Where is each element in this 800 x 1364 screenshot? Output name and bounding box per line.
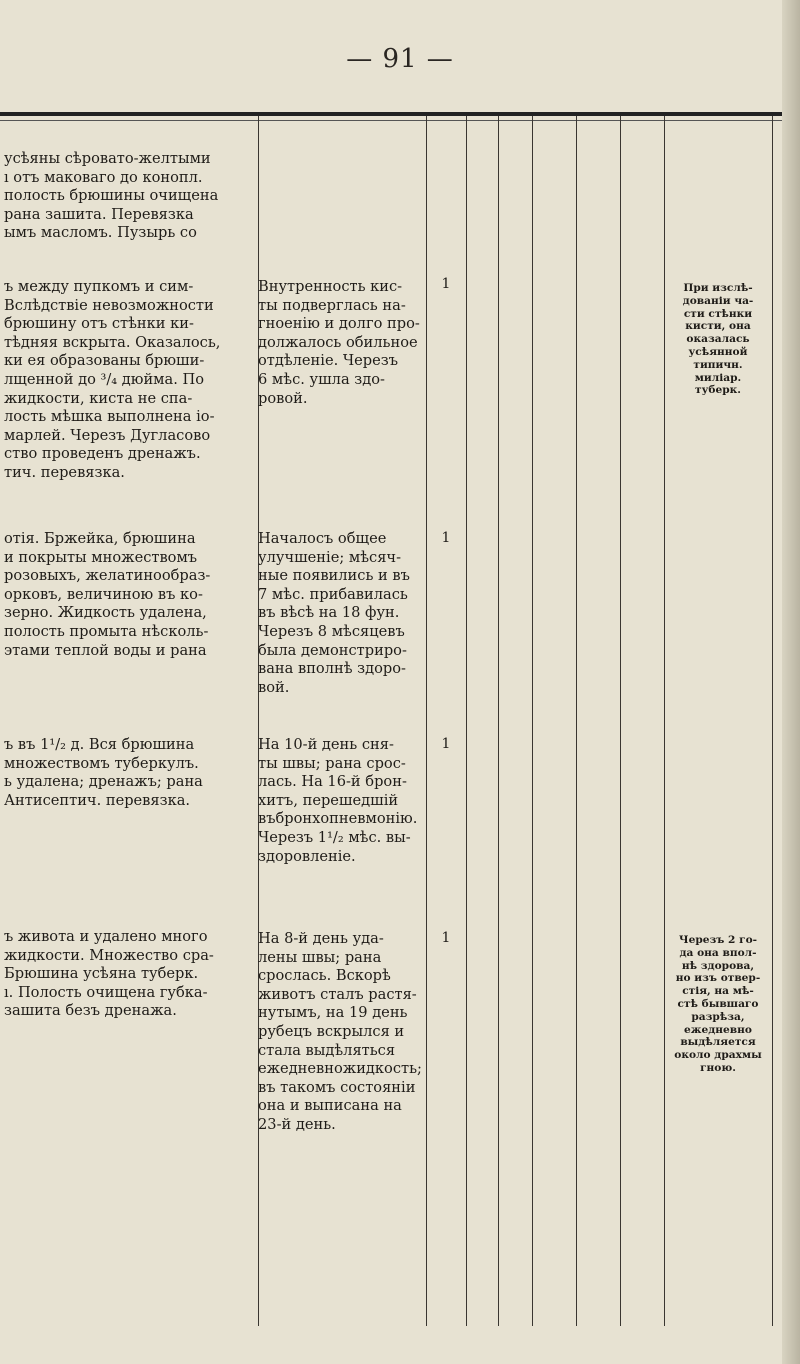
case-description-2: отія. Бржейка, брюшина и покрыты множествомъ розовыхъ, желатинообраз- орковъ, величиною въ ко- зерно. Жидкость удалена, полость промыта нѣсколь- этами теплой воды и рана — [4, 530, 211, 659]
column-divider — [620, 116, 621, 1326]
column-divider — [426, 116, 427, 1326]
case-description-4: ъ живота и удалено много жидкости. Множество сра- Брюшина усѣяна туберк. ı. Полость очищена губка- зашита безъ дренажа. — [4, 928, 214, 1020]
column-divider — [576, 116, 577, 1326]
case-outcome-2: Началосъ общее улучшеніе; мѣсяч- ные появились и въ 7 мѣс. прибавилась въ вѣсѣ на 18 фун. Черезъ 8 мѣсяцевъ была демонстриро- вана вполнѣ здоро- вой. — [258, 530, 410, 696]
case-count-2: 1 — [441, 530, 451, 546]
case-count-3: 1 — [441, 736, 451, 752]
case-count-4: 1 — [441, 930, 451, 946]
column-divider — [466, 116, 467, 1326]
case-outcome-3: На 10-й день сня- ты швы; рана срос- лась. На 16-й брон- хитъ, перешедшій въбронхопневмонію. Черезъ 1¹/₂ мѣс. вы- здоровленіе. — [258, 736, 418, 865]
case-outcome-1: Внутренность кис- ты подверглась на- гноенію и долго про- должалось обильное отдѣленіе. Черезъ 6 мѣс. ушла здо- ровой. — [258, 278, 420, 407]
column-divider — [498, 116, 499, 1326]
case-description-0: усѣяны сѣровато-желтыми ı отъ маковаго до конопл. полость брюшины очищена рана зашита. Перевязка ымъ масломъ. Пузырь со — [4, 150, 219, 242]
case-outcome-4: На 8-й день уда- лены швы; рана срослась. Вскорѣ животъ сталъ растя- нутымъ, на 19 день рубецъ вскрылся и стала выдѣляться ежедневножидкость; въ такомъ состояніи она и выписана на 23-й день. — [258, 930, 422, 1133]
column-divider — [772, 116, 773, 1326]
page-number: — 91 — — [346, 44, 454, 74]
case-count-1: 1 — [441, 276, 451, 292]
case-remark-4: Черезъ 2 го- да она впол- нѣ здорова, но изъ отвер- стія, на мѣ- стѣ бывшаго разрѣза, ежедневно выдѣляется около драхмы гною. — [674, 934, 762, 1074]
column-divider — [664, 116, 665, 1326]
case-description-3: ъ въ 1¹/₂ д. Вся брюшина множествомъ туберкулъ. ь удалена; дренажъ; рана Антисептич. перевязка. — [4, 736, 203, 809]
case-description-1: ъ между пупкомъ и сим- Вслѣдствіе невозможности брюшину отъ стѣнки ки- тѣдняя вскрыта. Оказалось, ки ея образованы брюши- лщенной до ³/₄ дюйма. По жидкости, киста не спа- лость мѣшка выполнена іо- марлей. Черезъ Дугласово ство проведенъ дренажъ. тич. перевязка. — [4, 278, 221, 481]
page-edge — [782, 0, 800, 1364]
case-remark-1: При изслѣ- дованіи ча- сти стѣнки кисти, она оказалась усѣянной типичн. миліар. туберк. — [682, 282, 754, 397]
column-divider — [532, 116, 533, 1326]
